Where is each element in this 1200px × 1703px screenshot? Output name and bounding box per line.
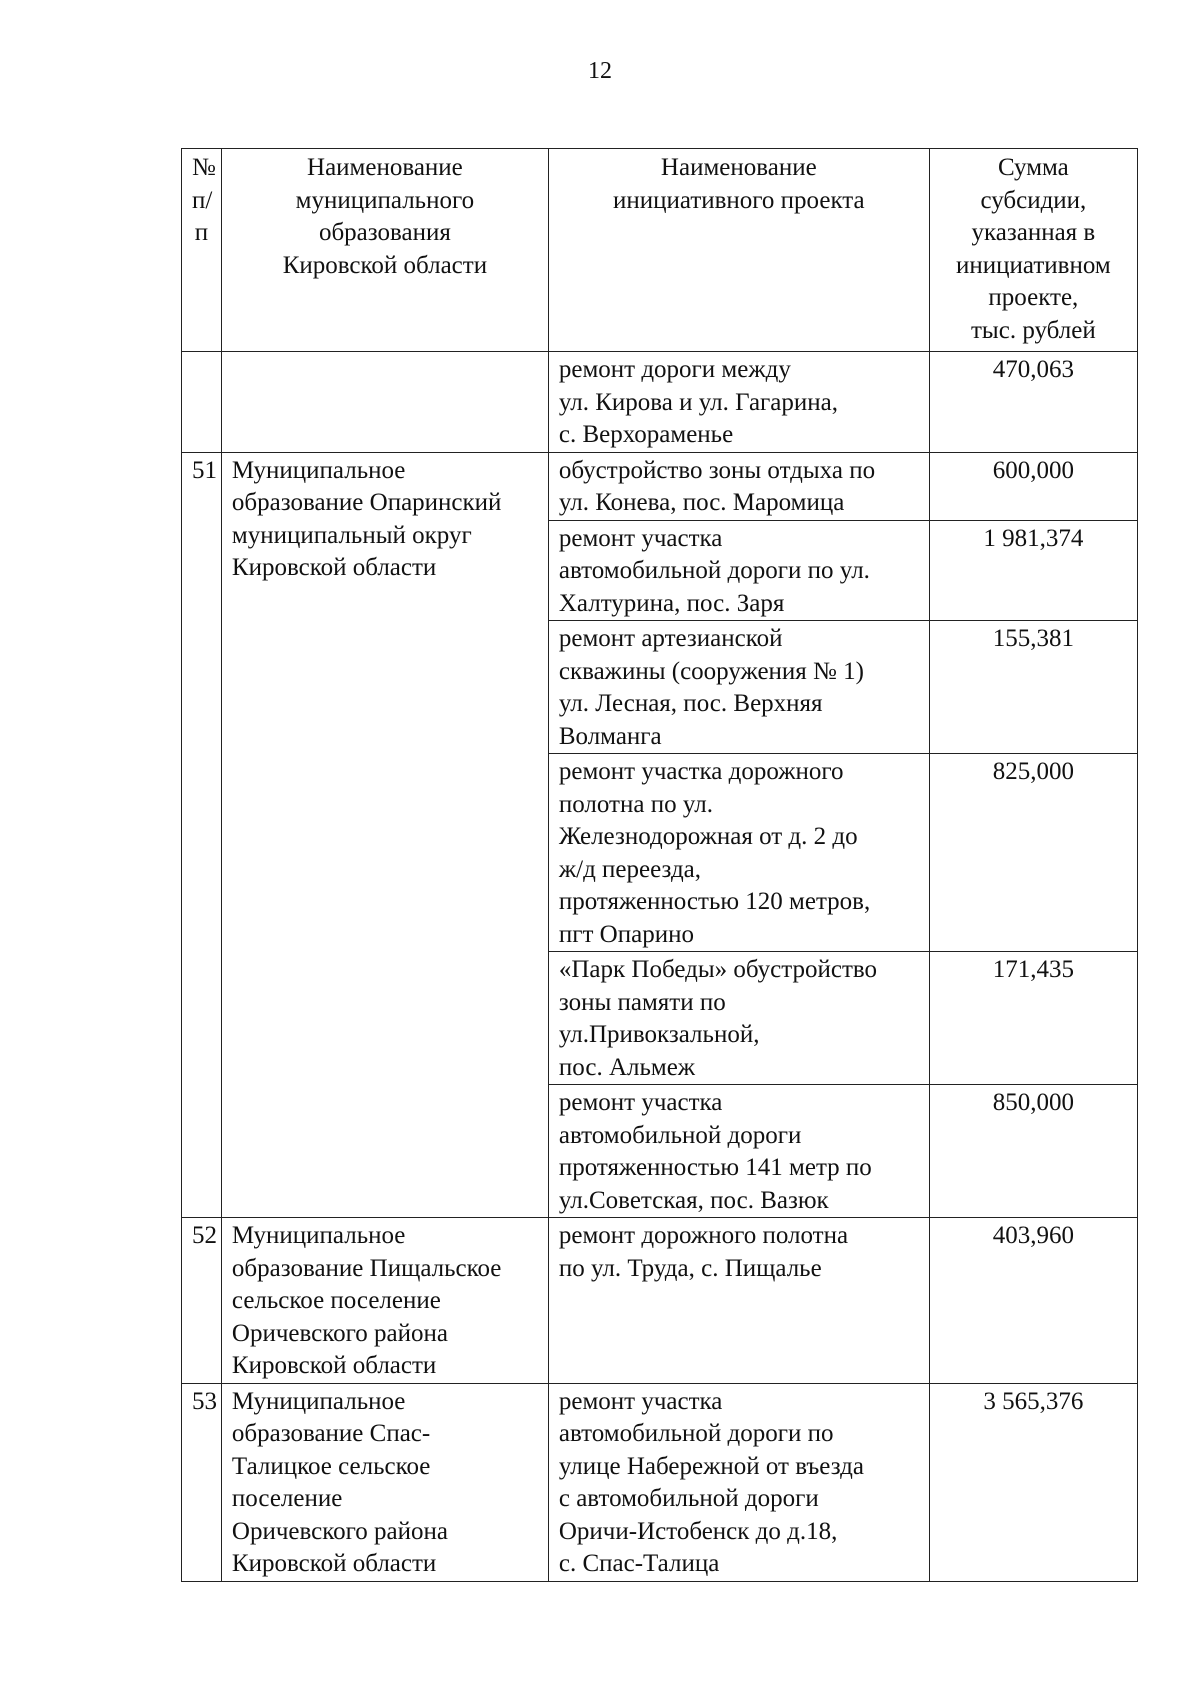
- project-cell: «Парк Победы» обустройство зоны памяти по ул.Привокзальной, пос. Альмеж: [548, 952, 929, 1085]
- table-row: [182, 352, 1138, 453]
- project-cell: ремонт участка автомобильной дороги протяженностью 141 метр по ул.Советская, пос. Вазюк: [548, 1085, 929, 1218]
- subsidy-table: [181, 148, 1138, 1582]
- table-row: [182, 1383, 1138, 1581]
- row-num-cell: 52: [182, 1218, 222, 1384]
- header-num: № п/п: [182, 149, 222, 352]
- sum-cell: 3 565,376: [929, 1383, 1137, 1581]
- table-row: [182, 1218, 1138, 1384]
- sum-cell: 1 981,374: [929, 520, 1137, 621]
- row-num-cell: 51: [182, 452, 222, 1218]
- sum-cell: 403,960: [929, 1218, 1137, 1384]
- project-cell: ремонт дорожного полотна по ул. Труда, с. Пищалье: [548, 1218, 929, 1384]
- sum-cell: 850,000: [929, 1085, 1137, 1218]
- project-cell: обустройство зоны отдыха по ул. Конева, пос. Маромица: [548, 452, 929, 520]
- header-project: Наименование инициативного проекта: [548, 149, 929, 352]
- row-num-cell: [182, 352, 222, 453]
- table-row: [182, 452, 1138, 520]
- sum-cell: 155,381: [929, 621, 1137, 754]
- project-cell: ремонт участка дорожного полотна по ул. Железнодорожная от д. 2 до ж/д переезда, протяженностью 120 метров, пгт Опарино: [548, 754, 929, 952]
- sum-cell: 171,435: [929, 952, 1137, 1085]
- row-num-cell: 53: [182, 1383, 222, 1581]
- header-sum: Сумма субсидии, указанная в инициативном проекте, тыс. рублей: [929, 149, 1137, 352]
- project-cell: ремонт артезианской скважины (сооружения № 1) ул. Лесная, пос. Верхняя Волманга: [548, 621, 929, 754]
- sum-cell: 825,000: [929, 754, 1137, 952]
- project-cell: ремонт дороги между ул. Кирова и ул. Гагарина, с. Верхораменье: [548, 352, 929, 453]
- header-row: [182, 149, 1138, 352]
- municipality-cell: Муниципальное образование Опаринский муниципальный округ Кировской области: [221, 452, 548, 1218]
- municipality-cell: Муниципальное образование Спас- Талицкое сельское поселение Оричевского района Кировской области: [221, 1383, 548, 1581]
- page-number: 12: [588, 58, 612, 84]
- sum-cell: 470,063: [929, 352, 1137, 453]
- header-municipality: Наименование муниципального образования Кировской области: [221, 149, 548, 352]
- sum-cell: 600,000: [929, 452, 1137, 520]
- project-cell: ремонт участка автомобильной дороги по улице Набережной от въезда с автомобильной дороги Оричи-Истобенск до д.18, с. Спас-Талица: [548, 1383, 929, 1581]
- municipality-cell: Муниципальное образование Пищальское сельское поселение Оричевского района Кировской области: [221, 1218, 548, 1384]
- municipality-cell: [221, 352, 548, 453]
- project-cell: ремонт участка автомобильной дороги по ул. Халтурина, пос. Заря: [548, 520, 929, 621]
